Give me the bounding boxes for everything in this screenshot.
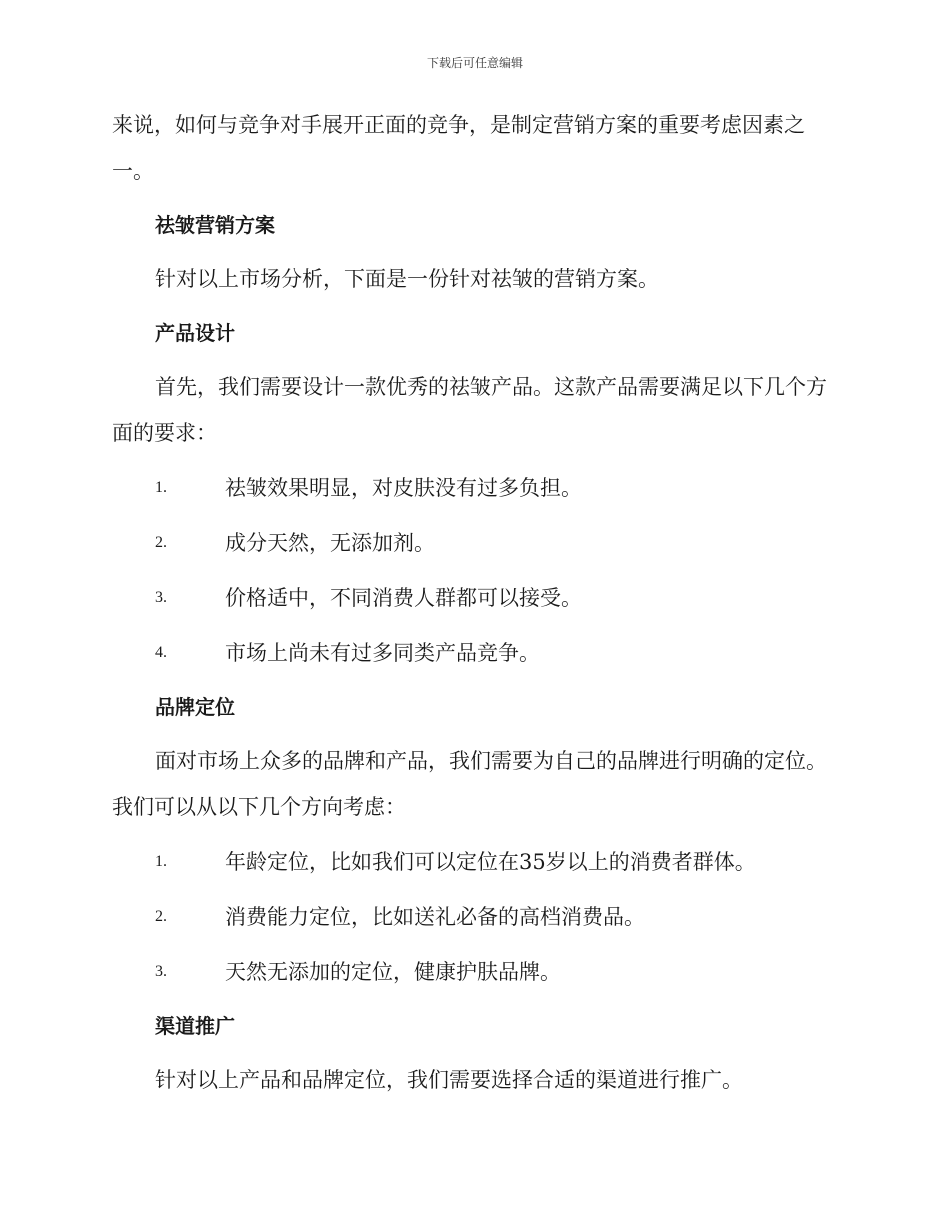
channel-promotion-paragraph: 针对以上产品和品牌定位，我们需要选择合适的渠道进行推广。 [155, 1068, 743, 1092]
list-number: 3. [155, 963, 167, 980]
list-item [112, 575, 837, 621]
list-item [112, 630, 837, 676]
list-item [112, 949, 837, 995]
list-text: 祛皱效果明显，对皮肤没有过多负担。 [225, 476, 582, 500]
list-item [112, 839, 837, 885]
section-heading-marketing-plan: 祛皱营销方案 [155, 213, 275, 237]
section-heading-product-design: 产品设计 [155, 321, 235, 345]
list-number: 2. [155, 534, 167, 551]
list-text: 年龄定位，比如我们可以定位在35岁以上的消费者群体。 [225, 850, 756, 874]
list-number: 1. [155, 479, 167, 496]
list-number: 1. [155, 853, 167, 870]
page-header-note: 下载后可任意编辑 [426, 56, 523, 70]
section-heading-channel-promotion: 渠道推广 [155, 1014, 235, 1038]
list-number: 4. [155, 644, 167, 661]
list-text: 成分天然，无添加剂。 [225, 531, 435, 555]
list-text: 天然无添加的定位，健康护肤品牌。 [225, 960, 561, 984]
brand-positioning-paragraph: 面对市场上众多的品牌和产品，我们需要为自己的品牌进行明确的定位。我们可以从以下几个方向考虑： [112, 749, 827, 819]
list-item [112, 520, 837, 566]
list-item [112, 465, 837, 511]
section-heading-brand-positioning: 品牌定位 [155, 695, 235, 719]
list-text: 消费能力定位，比如送礼必备的高档消费品。 [225, 905, 645, 929]
list-text: 价格适中，不同消费人群都可以接受。 [225, 586, 582, 610]
list-item [112, 894, 837, 940]
list-number: 2. [155, 908, 167, 925]
list-text: 市场上尚未有过多同类产品竞争。 [225, 641, 540, 665]
product-design-paragraph: 首先，我们需要设计一款优秀的祛皱产品。这款产品需要满足以下几个方面的要求： [112, 375, 827, 445]
marketing-plan-paragraph: 针对以上市场分析，下面是一份针对祛皱的营销方案。 [155, 267, 659, 291]
intro-continuation-paragraph: 来说，如何与竞争对手展开正面的竞争，是制定营销方案的重要考虑因素之一。 [112, 113, 805, 183]
list-number: 3. [155, 589, 167, 606]
document-body [112, 102, 837, 1103]
